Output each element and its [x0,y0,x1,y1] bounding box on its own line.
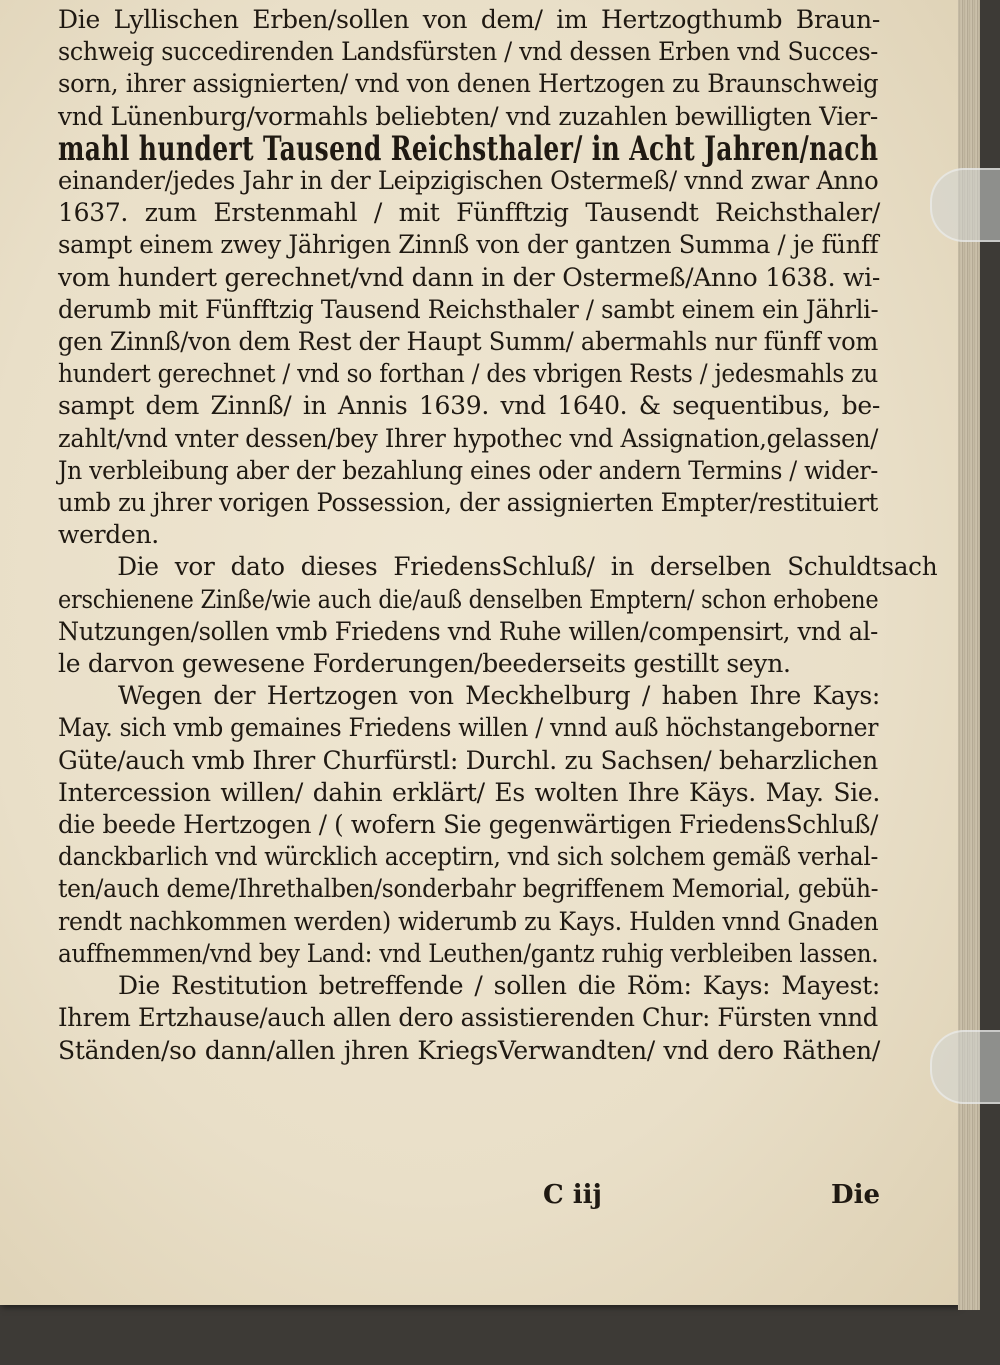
paragraph-start-line: Wegen der Hertzogen von Meckhelburg / haben Ihre Kays: [118,681,880,711]
text-line: derumb mit Fünfftzig Tausend Reichsthaler / sambt einem ein Jährli- [58,294,879,324]
text-line: einander/jedes Jahr in der Leipzigischen Ostermeß/ vnnd zwar Anno [58,166,879,196]
page-footer [58,1180,880,1216]
text-line: gen Zinnß/von dem Rest der Haupt Summ/ abermahls nur fünff vom [58,327,879,357]
paragraph-start-line: Die vor dato dieses FriedensSchluß/ in derselben Schuldtsach [117,552,938,582]
text-line: vom hundert gerechnet/vnd dann in der Ostermeß/Anno 1638. wi- [58,262,880,292]
paragraph-start-line: Die Restitution betreffende / sollen die Röm: Kays: Mayest: [118,971,880,1001]
text-line: rendt nachkommen werden) widerumb zu Kays. Hulden vnnd Gnaden [58,906,879,936]
text-line: die beede Hertzogen / ( wofern Sie gegenwärtigen FriedensSchluß/ [58,810,879,840]
text-line: 1637. zum Erstenmahl / mit Fünfftzig Tausendt Reichsthaler/ [58,198,880,228]
body-text [58,4,938,1067]
text-line: schweig succedirenden Landsfürsten / vnd dessen Erben vnd Succes- [58,37,879,67]
text-line: werden. [58,520,159,550]
text-line: danckbarlich vnd würcklich acceptirn, vnd sich solchem gemäß verhal- [58,842,879,872]
text-line: Güte/auch vmb Ihrer Churfürstl: Durchl. zu Sachsen/ beharzlichen [58,745,878,775]
page-clip-top [930,168,1000,242]
text-line: zahlt/vnd vnter dessen/bey Ihrer hypothec vnd Assignation,gelassen/ [58,423,879,453]
text-line: erschienene Zinße/wie auch die/auß denselben Emptern/ schon erhobene [58,584,879,614]
text-line: sampt einem zwey Jährigen Zinnß von der gantzen Summa / je fünff [58,230,879,260]
text-line: Ihrem Ertzhause/auch allen dero assistierenden Chur: Fürsten vnnd [58,1003,878,1033]
text-line: ten/auch deme/Ihrethalben/sonderbahr begriffenem Memorial, gebüh- [58,874,879,904]
text-line: umb zu jhrer vorigen Possession, der assignierten Empter/restituiert [58,488,879,518]
text-line: Jn verbleibung aber der bezahlung eines oder andern Termins / wider- [58,455,878,485]
text-line: May. sich vmb gemaines Friedens willen / vnnd auß höchstangeborner [58,713,879,743]
page-clip-bottom [930,1030,1000,1104]
text-line: hundert gerechnet / vnd so forthan / des vbrigen Rests / jedesmahls zu [58,359,878,389]
text-line: le darvon gewesene Forderungen/beederseits gestillt seyn. [58,649,791,679]
signature-mark: C iij [543,1180,602,1210]
text-line: Intercession willen/ dahin erklärt/ Es wolten Ihre Käys. May. Sie. [58,777,880,807]
text-line: Ständen/so dann/allen jhren KriegsVerwandten/ vnd dero Räthen/ [58,1035,880,1065]
text-line: Nutzungen/sollen vmb Friedens vnd Ruhe willen/compensirt, vnd al- [58,616,879,646]
text-line: auffnemmen/vnd bey Land: vnd Leuthen/gantz ruhig verbleiben lassen. [58,938,879,968]
text-line: sorn, ihrer assignierten/ vnd von denen Hertzogen zu Braunschweig [58,69,879,99]
text-line: vnd Lünenburg/vormahls beliebten/ vnd zuzahlen bewilligten Vier- [58,101,878,131]
text-line: sampt dem Zinnß/ in Annis 1639. vnd 1640. & sequentibus, be- [58,391,880,421]
text-line: mahl hundert Tausend Reichsthaler/ in Acht Jahren/nach [58,128,879,169]
catchword: Die [831,1180,880,1210]
text-line: Die Lyllischen Erben/sollen von dem/ im Hertzogthumb Braun- [58,5,880,34]
